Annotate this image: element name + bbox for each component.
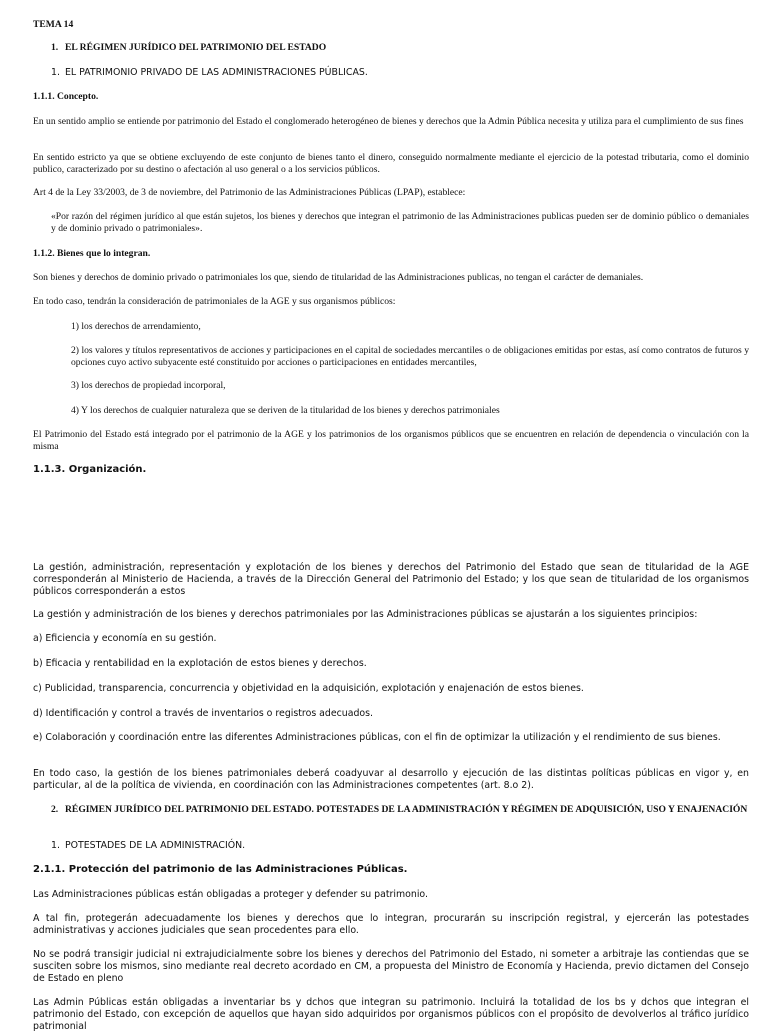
paragraph: Las Administraciones públicas están obligadas a proteger y defender su patrimonio. bbox=[33, 889, 428, 900]
heading-2-number: 2. bbox=[51, 804, 59, 815]
paragraph: A tal fin, protegerán adecuadamente los bienes y derechos que lo integran, procurarán su inscripción registral, y ejercerán las potestades administrativas y acciones judiciales que sean procedentes para ello. bbox=[33, 913, 749, 936]
tema-label: TEMA 14 bbox=[33, 19, 74, 30]
paragraph: En sentido estricto ya que se obtiene excluyendo de este conjunto de bienes tanto el dinero, conseguido normalmente mediante el ejercicio de la potestad tributaria, como el dominio publico, caracterizado por su destino o afectación al uso general o a los servicios públicos. bbox=[33, 152, 749, 175]
legal-quote: «Por razón del régimen jurídico al que están sujetos, los bienes y derechos que integran el patrimonio de las Administraciones publicas pueden ser de dominio público o demaniales y de dominio privado o patrimoniales». bbox=[51, 211, 749, 234]
paragraph: En todo caso, la gestión de los bienes patrimoniales deberá coadyuvar al desarrollo y ejecución de las distintas políticas públicas en vigor y, en particular, al de la política de vivienda, en coordinación con las Administraciones competentes (art. 8.o 2). bbox=[33, 768, 749, 791]
paragraph: En un sentido amplio se entiende por patrimonio del Estado el conglomerado heterogéneo de bienes y derechos que la Admin Pública necesita y utiliza para el cumplimiento de sus fines bbox=[33, 116, 744, 127]
paragraph: La gestión y administración de los bienes y derechos patrimoniales por las Administraciones públicas se ajustarán a los siguientes principios: bbox=[33, 609, 698, 620]
paragraph: El Patrimonio del Estado está integrado por el patrimonio de la AGE y los patrimonios de los organismos públicos que se encuentren en relación de dependencia o vinculación con la misma bbox=[33, 429, 749, 452]
heading-1-1-number: 1. bbox=[51, 67, 60, 78]
paragraph: En todo caso, tendrán la consideración de patrimoniales de la AGE y sus organismos públicos: bbox=[33, 296, 396, 307]
paragraph: Las Admin Públicas están obligadas a inventariar bs y dchos que integran su patrimonio. Incluirá la totalidad de los bs y dchos que integran el patrimonio del Estado, con excepción de aquellos que hayan sido adquiridos por organismos públicos con el propósito de devolverlos al tráfico jurídico patrimonial bbox=[33, 997, 749, 1032]
list-item: 3) los derechos de propiedad incorporal, bbox=[71, 380, 226, 391]
section-1-1-3-title: 1.1.3. Organización. bbox=[33, 464, 147, 475]
principle-item: b) Eficacia y rentabilidad en la explotación de estos bienes y derechos. bbox=[33, 658, 367, 669]
section-1-1-1-title: 1.1.1. Concepto. bbox=[33, 91, 99, 102]
heading-2-1-text: POTESTADES DE LA ADMINISTRACIÓN. bbox=[65, 840, 246, 851]
heading-2-1-number: 1. bbox=[51, 840, 60, 851]
heading-2-1 bbox=[51, 840, 749, 852]
principle-item: d) Identificación y control a través de inventarios o registros adecuados. bbox=[33, 708, 374, 719]
heading-1-text: EL RÉGIMEN JURÍDICO DEL PATRIMONIO DEL ESTADO bbox=[65, 42, 327, 53]
heading-1 bbox=[51, 42, 749, 54]
principle-item: a) Eficiencia y economía en su gestión. bbox=[33, 633, 217, 644]
paragraph: La gestión, administración, representación y explotación de los bienes y derechos del Patrimonio del Estado que sean de titularidad de la AGE corresponderán al Ministerio de Hacienda, a través de la Dirección General del Patrimonio del Estado; y los que sean de titularidad de los organismos públicos corresponderán a estos bbox=[33, 562, 749, 597]
paragraph: No se podrá transigir judicial ni extrajudicialmente sobre los bienes y derechos del Patrimonio del Estado, ni someter a arbitraje las contiendas que se susciten sobre los mismos, sino mediante real decreto acordado en CM, a propuesta del Ministro de Economía y Hacienda, previo dictamen del Consejo de Estado en pleno bbox=[33, 949, 749, 984]
heading-2 bbox=[51, 804, 749, 816]
principle-item: c) Publicidad, transparencia, concurrencia y objetividad en la adquisición, explotación y enajenación de estos bienes. bbox=[33, 683, 584, 694]
section-2-1-1-title: 2.1.1. Protección del patrimonio de las Administraciones Públicas. bbox=[33, 864, 408, 875]
heading-1-1-text: EL PATRIMONIO PRIVADO DE LAS ADMINISTRACIONES PÚBLICAS. bbox=[65, 67, 368, 78]
paragraph: Son bienes y derechos de dominio privado o patrimoniales los que, siendo de titularidad de las Administraciones publicas, no tengan el carácter de demaniales. bbox=[33, 272, 644, 283]
heading-1-number: 1. bbox=[51, 42, 59, 53]
heading-1-1 bbox=[51, 67, 749, 79]
principle-item: e) Colaboración y coordinación entre las diferentes Administraciones públicas, con el fin de optimizar la utilización y el rendimiento de sus bienes. bbox=[33, 732, 721, 743]
paragraph: Art 4 de la Ley 33/2003, de 3 de noviembre, del Patrimonio de las Administraciones Públicas (LPAP), establece: bbox=[33, 187, 466, 198]
list-item: 2) los valores y títulos representativos de acciones y participaciones en el capital de sociedades mercantiles o de obligaciones emitidas por estas, así como contratos de futuros y opciones cuyo activo subyacente esté constituido por acciones o participaciones en entidades mercantiles, bbox=[71, 345, 749, 368]
list-item: 1) los derechos de arrendamiento, bbox=[71, 321, 201, 332]
section-1-1-2-title: 1.1.2. Bienes que lo integran. bbox=[33, 248, 151, 259]
list-item: 4) Y los derechos de cualquier naturaleza que se deriven de la titularidad de los bienes y derechos patrimoniales bbox=[71, 405, 500, 416]
heading-2-text: RÉGIMEN JURÍDICO DEL PATRIMONIO DEL ESTADO. POTESTADES DE LA ADMINISTRACIÓN Y RÉGIMEN DE ADQUISICIÓN, USO Y ENAJENACIÓN bbox=[65, 804, 748, 815]
